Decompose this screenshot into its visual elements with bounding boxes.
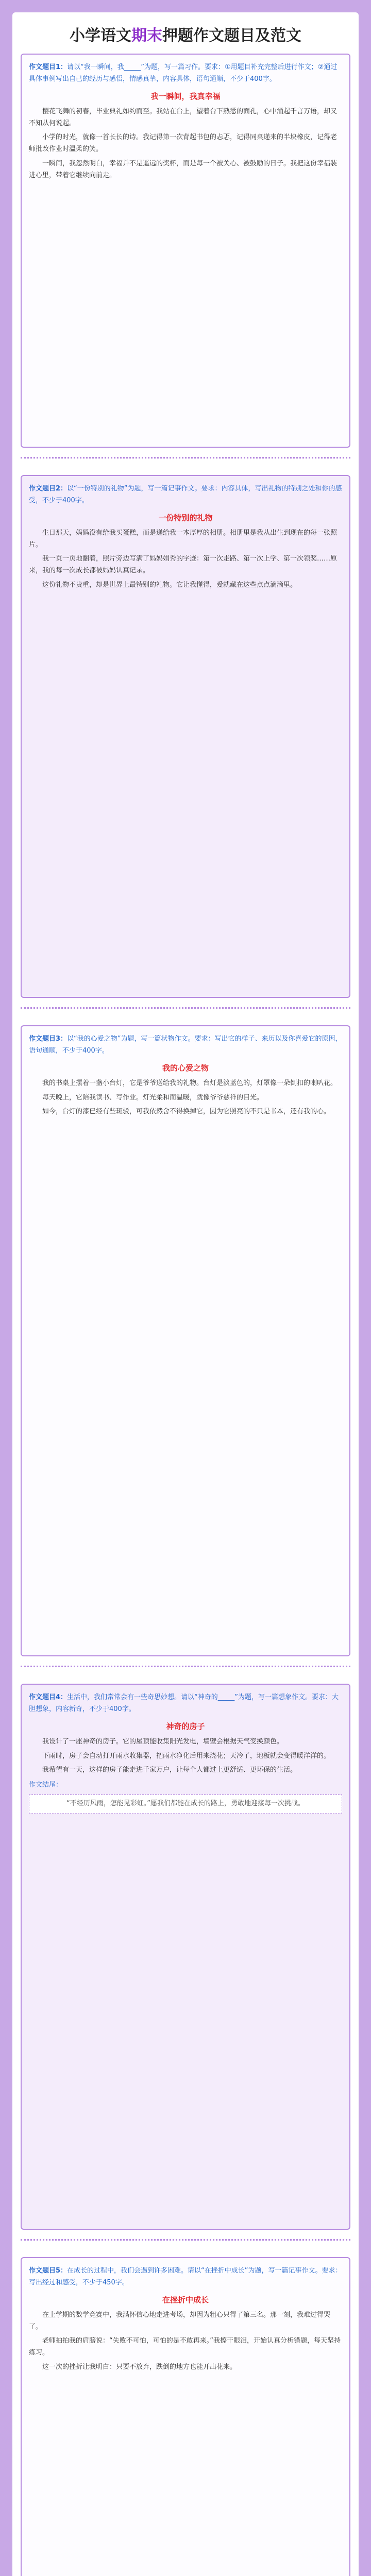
essay-title: 我一瞬间，我真幸福 (150, 91, 221, 101)
topic-requirement: 作文题目4：生活中，我们常常会有一些奇思妙想。请以“神奇的_____”为题，写一篇想象作文。要求：大胆想象，内容新奇，不少于400字。 (29, 1693, 339, 1713)
essay-title: 神奇的房子 (166, 1721, 205, 1731)
section-divider (21, 2239, 350, 2248)
essay-paragraph: 我希望有一天，这样的房子能走进千家万户，让每个人都过上更舒适、更环保的生活。 (42, 1766, 297, 1774)
topic-block-5 (21, 2257, 350, 2576)
topic-requirement: 作文题目3：以“我的心爱之物”为题，写一篇状物作文。要求：写出它的样子、来历以及你喜爱它的原因，语句通顺，不少于400字。 (29, 1035, 342, 1055)
essay-paragraph: 如今，台灯的漆已经有些斑驳，可我依然舍不得换掉它，因为它照亮的不只是书本，还有我的心。 (42, 1108, 331, 1116)
essay-paragraph: 这一次的挫折让我明白：只要不放弃，跌倒的地方也能开出花来。 (42, 2363, 237, 2371)
topic-block-4 (21, 1684, 350, 2230)
essay-title: 在挫折中成长 (162, 2295, 209, 2304)
essay-paragraph: 在上学期的数学竞赛中，我满怀信心地走进考场，却因为粗心只得了第三名。那一刻，我难过得哭了。 (29, 2311, 331, 2331)
section-divider (21, 1666, 350, 1674)
section-divider (21, 1007, 350, 1016)
essay-paragraph: 老师拍拍我的肩膀说：“失败不可怕，可怕的是不敢再来。”我擦干眼泪，开始认真分析错题，每天坚持练习。 (29, 2337, 341, 2357)
essay-paragraph: 生日那天，妈妈没有给我买蛋糕，而是递给我一本厚厚的相册。相册里是我从出生到现在的每一张照片。 (29, 529, 338, 549)
topic-requirement: 作文题目1：请以“我一瞬间，我_____”为题，写一篇习作。要求：①用题目补充完整后进行作文；②通过具体事例写出自己的经历与感悟，情感真挚，内容具体，语句通顺，不少于400字。 (29, 63, 338, 83)
essay-paragraph: 这份礼物不贵重，却是世界上最特别的礼物。它让我懂得，爱就藏在这些点点滴滴里。 (42, 581, 297, 589)
essay-paragraph: 每天晚上，它陪我读书、写作业。灯光柔和而温暖，就像爷爷慈祥的目光。 (42, 1093, 264, 1101)
essay-paragraph: 下雨时，房子会自动打开雨水收集器，把雨水净化后用来浇花；天冷了，地板就会变得暖洋洋的。 (42, 1752, 331, 1760)
topic-block-3 (21, 1025, 350, 1656)
topic-requirement: 作文题目2：以“一份特别的礼物”为题，写一篇记事作文。要求：内容具体，写出礼物的特别之处和你的感受，不少于400字。 (29, 485, 342, 504)
essay-paragraph: 一瞬间，我忽然明白，幸福并不是遥远的奖杯，而是每一个被关心、被鼓励的日子。我把这份幸福装进心里，带着它继续向前走。 (29, 159, 338, 179)
document-page (12, 12, 359, 2576)
topic-block-1 (21, 54, 350, 448)
essay-paragraph: 我的书桌上摆着一盏小台灯，它是爷爷送给我的礼物。台灯是淡蓝色的，灯罩像一朵倒扣的喇叭花。 (42, 1079, 338, 1087)
essay-title: 我的心爱之物 (162, 1063, 209, 1073)
ending-quote: “不经历风雨，怎能见彩虹。”愿我们都能在成长的路上，勇敢地迎接每一次挑战。 (29, 1794, 342, 1814)
note-label: 作文结尾： (29, 1781, 63, 1789)
essay-paragraph: 小学的时光，就像一首长长的诗。我记得第一次背起书包的忐忑，记得同桌递来的半块橡皮，记得老师批改作业时温柔的笑。 (29, 133, 338, 153)
essay-title: 一份特别的礼物 (158, 513, 213, 522)
essay-paragraph: 我设计了一座神奇的房子。它的屋顶能收集阳光发电，墙壁会根据天气变换颜色。 (42, 1737, 284, 1745)
essay-paragraph: 我一页一页地翻着，照片旁边写满了妈妈娟秀的字迹：第一次走路、第一次上学、第一次领奖……原来，我的每一次成长都被妈妈认真记录。 (29, 555, 338, 574)
topic-block-2 (21, 475, 350, 998)
topic-requirement: 作文题目5：在成长的过程中，我们会遇到许多困难。请以“在挫折中成长”为题，写一篇记事作文。要求：写出经过和感受，不少于450字。 (29, 2267, 342, 2286)
section-divider (21, 457, 350, 466)
essay-paragraph: 樱花飞舞的初春，毕业典礼如约而至。我站在台上，望着台下熟悉的面孔，心中涌起千言万语，却又不知从何说起。 (29, 107, 338, 127)
page-title: 小学语文期末押题作文题目及范文 (70, 27, 301, 45)
